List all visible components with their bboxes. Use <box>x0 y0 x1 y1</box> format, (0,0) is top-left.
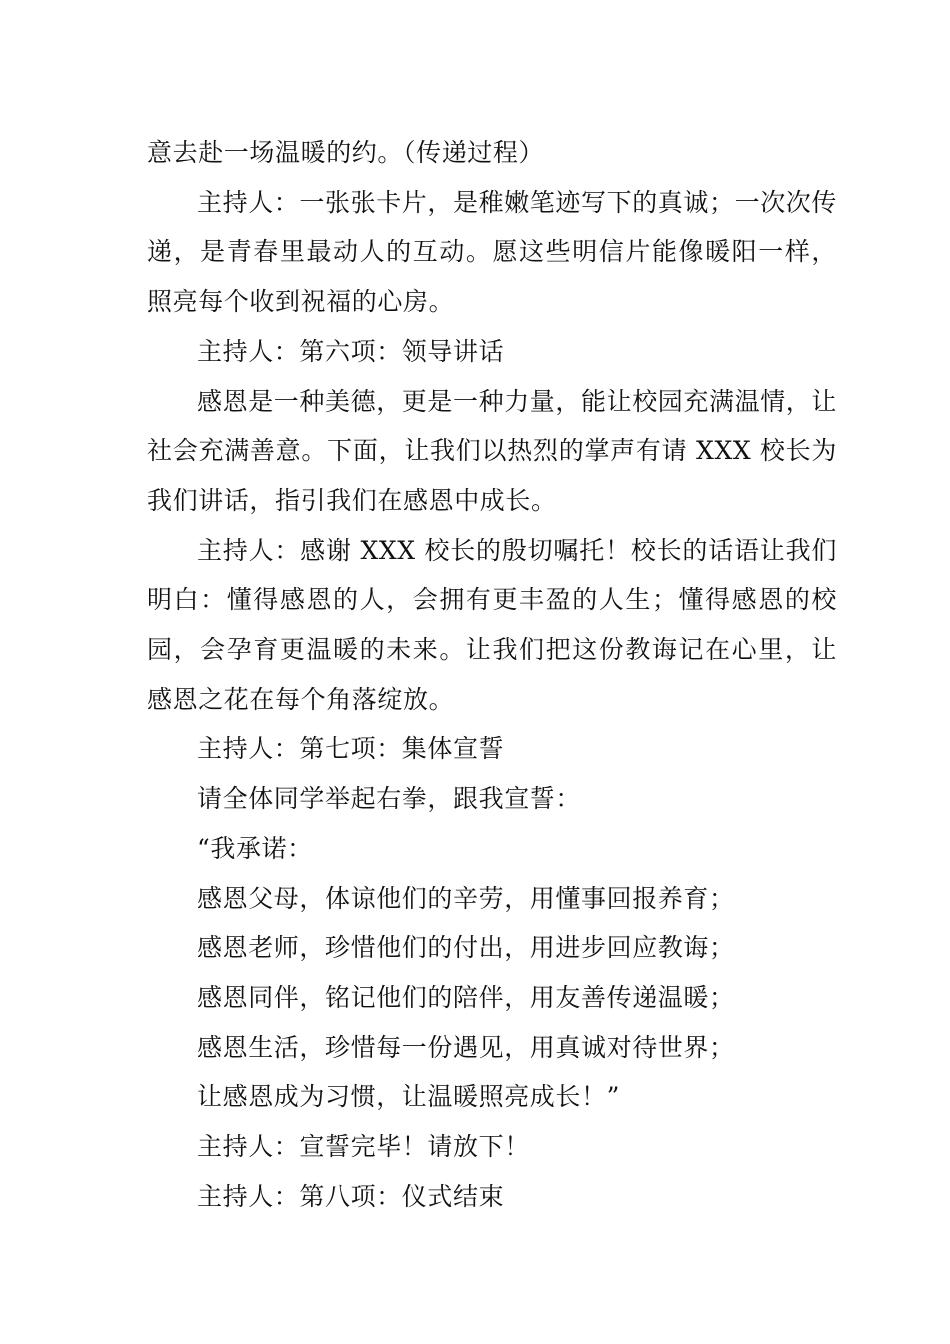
oath-line-promise: “我承诺： <box>197 833 313 863</box>
document-body <box>147 128 837 1221</box>
paragraph-item-eight-heading: 主持人：第八项：仪式结束 <box>197 1181 505 1211</box>
oath-line-parents: 感恩父母，体谅他们的辛劳，用懂事回报养育； <box>197 883 735 913</box>
oath-line-life: 感恩生活，珍惜每一份遇见，用真诚对待世界； <box>197 1032 735 1062</box>
paragraph-host-cards: 主持人：一张张卡片，是稚嫩笔迹写下的真诚；一次次传递，是青春里最动人的互动。愿这些明信片能像暖阳一样，照亮每个收到祝福的心房。 <box>147 187 838 317</box>
paragraph-item-seven-heading: 主持人：第七项：集体宣誓 <box>197 734 505 764</box>
oath-line-teachers: 感恩老师，珍惜他们的付出，用进步回应教诲； <box>197 933 735 963</box>
oath-line-peers: 感恩同伴，铭记他们的陪伴，用友善传递温暖； <box>197 982 735 1012</box>
paragraph-oath-complete: 主持人：宣誓完毕！请放下！ <box>197 1132 530 1162</box>
paragraph-leader-intro: 感恩是一种美德，更是一种力量，能让校园充满温情，让社会充满善意。下面，让我们以热烈的掌声有请 XXX 校长为我们讲话，指引我们在感恩中成长。 <box>147 386 838 515</box>
paragraph-oath-instruction: 请全体同学举起右拳，跟我宣誓： <box>197 784 582 814</box>
paragraph-host-thanks: 主持人：感谢 XXX 校长的殷切嘱托！校长的话语让我们明白：懂得感恩的人，会拥有更丰盈的人生；懂得感恩的校园，会孕育更温暖的未来。让我们把这份教诲记在心里，让感恩之花在每个角落绽放。 <box>147 535 837 714</box>
oath-line-habit: 让感恩成为习惯，让温暖照亮成长！” <box>197 1082 620 1112</box>
paragraph-item-six-heading: 主持人：第六项：领导讲话 <box>197 336 505 366</box>
paragraph-continuation: 意去赴一场温暖的约。（传递过程） <box>147 138 545 167</box>
